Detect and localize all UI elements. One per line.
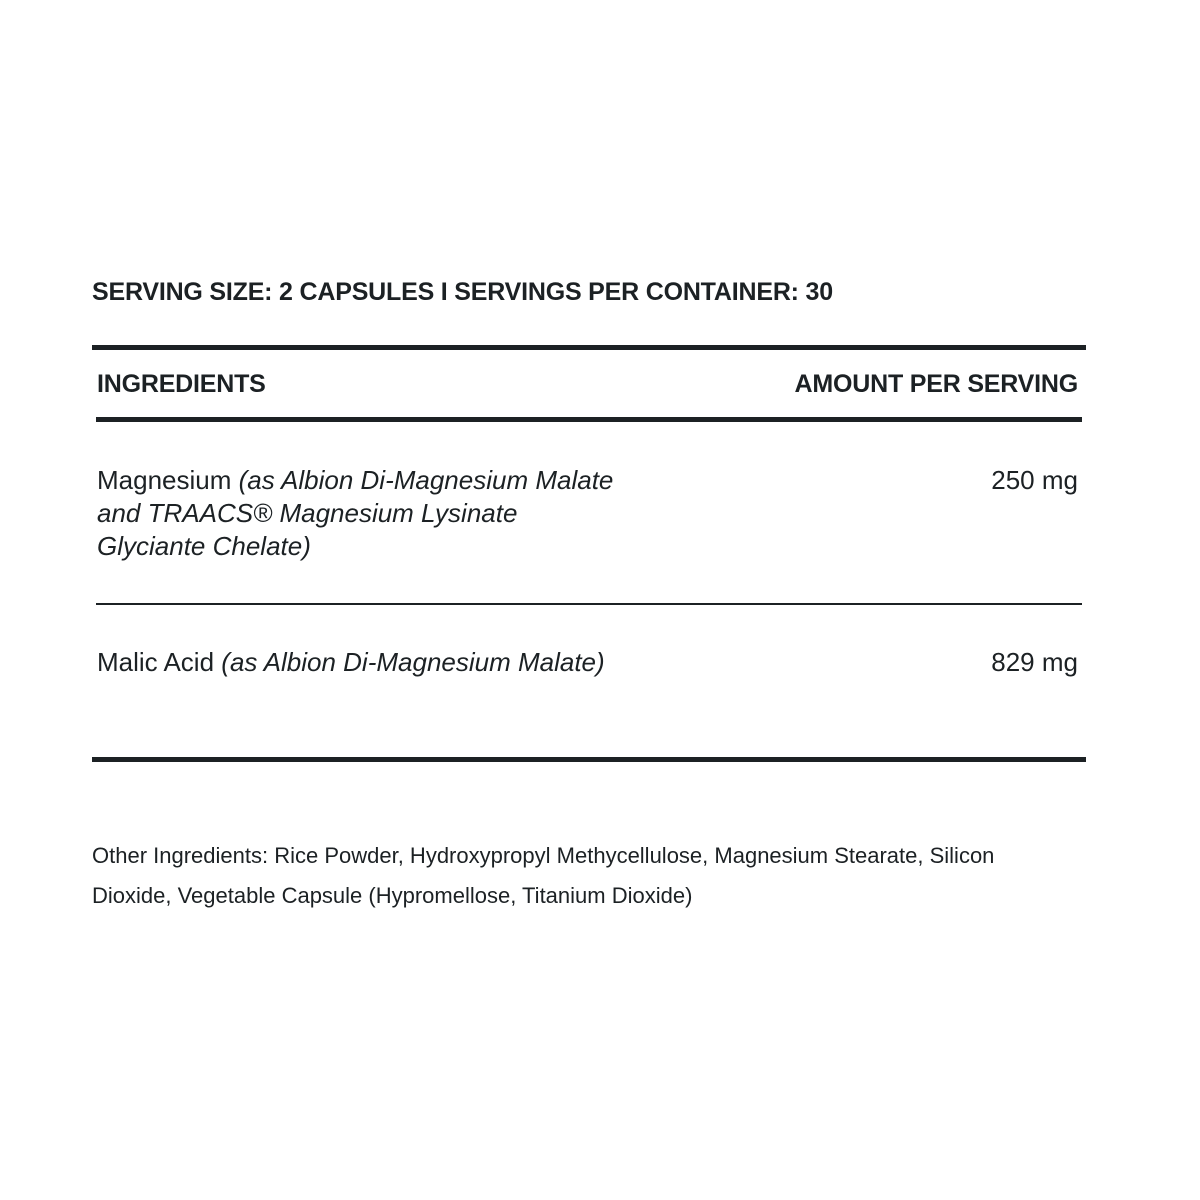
ingredients-column-header: INGREDIENTS	[97, 370, 266, 398]
ingredient-amount: 250 mg	[991, 465, 1078, 495]
amount-column-header: AMOUNT PER SERVING	[794, 370, 1078, 398]
table-top-rule	[92, 345, 1086, 350]
row-divider	[96, 603, 1082, 605]
table-row	[97, 464, 617, 563]
header-bottom-rule	[96, 417, 1082, 422]
ingredient-name: Malic Acid	[97, 647, 215, 677]
ingredient-source: (as Albion Di-Magnesium Malate and TRAACS® Magnesium Lysinate Glyciante Chelate)	[97, 465, 614, 561]
ingredient-name: Magnesium	[97, 465, 232, 495]
table-row	[97, 646, 617, 679]
serving-size-line: SERVING SIZE: 2 CAPSULES I SERVINGS PER CONTAINER: 30	[92, 278, 833, 306]
ingredient-source: (as Albion Di-Magnesium Malate)	[221, 647, 605, 677]
other-ingredients: Other Ingredients: Rice Powder, Hydroxypropyl Methycellulose, Magnesium Stearate, Silicon Dioxide, Vegetable Capsule (Hypromellose, Titanium Dioxide)	[92, 843, 995, 908]
ingredient-amount: 829 mg	[991, 647, 1078, 677]
table-bottom-rule	[92, 757, 1086, 762]
